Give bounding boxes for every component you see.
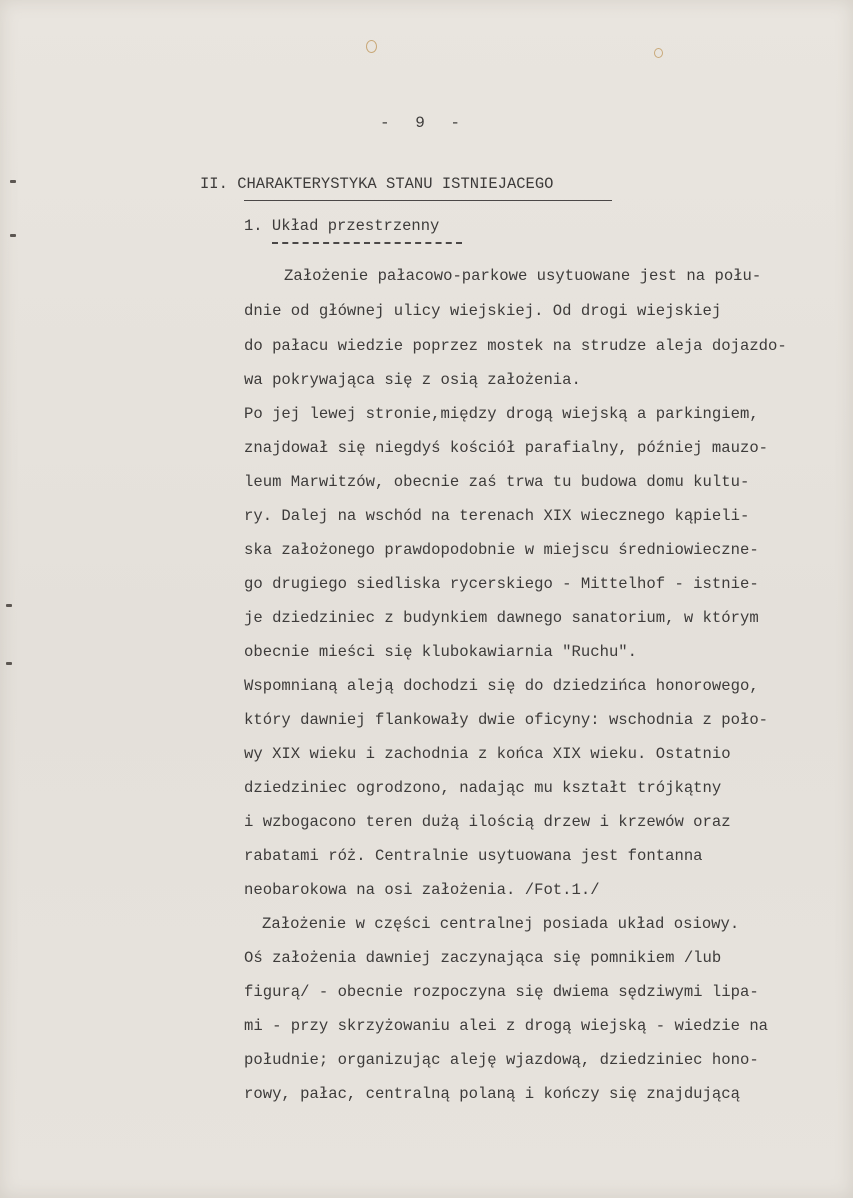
margin-mark [10, 180, 16, 183]
punch-hole-left [366, 40, 377, 53]
text-line: ska założonego prawdopodobnie w miejscu średniowieczne- [244, 541, 759, 559]
text-line: wy XIX wieku i zachodnia z końca XIX wieku. Ostatnio [244, 745, 731, 763]
text-line: dziedziniec ogrodzono, nadając mu kształt trójkątny [244, 779, 722, 797]
text-line: rowy, pałac, centralną polaną i kończy się znajdującą [244, 1085, 740, 1103]
text-line: i wzbogacono teren dużą ilością drzew i krzewów oraz [244, 813, 731, 831]
text-line: go drugiego siedliska rycerskiego - Mittelhof - istnie- [244, 575, 759, 593]
text-line: figurą/ - obecnie rozpoczyna się dwiema sędziwymi lipa- [244, 983, 759, 1001]
heading-underline [244, 200, 612, 201]
text-line: Założenie pałacowo-parkowe usytuowane jest na połu- [284, 267, 762, 285]
text-line: Po jej lewej stronie,między drogą wiejską a parkingiem, [244, 405, 759, 423]
text-line: Założenie w części centralnej posiada układ osiowy. [262, 915, 740, 933]
section-heading: II. CHARAKTERYSTYKA STANU ISTNIEJACEGO [200, 175, 554, 193]
text-line: do pałacu wiedzie poprzez mostek na strudze aleja dojazdo- [244, 337, 787, 355]
page-number: - 9 - [380, 114, 469, 132]
text-line: neobarokowa na osi założenia. /Fot.1./ [244, 881, 600, 899]
text-line: rabatami róż. Centralnie usytuowana jest fontanna [244, 847, 703, 865]
text-line: Oś założenia dawniej zaczynająca się pomnikiem /lub [244, 949, 722, 967]
text-line: ry. Dalej na wschód na terenach XIX wiecznego kąpieli- [244, 507, 750, 525]
subsection-heading: 1. Układ przestrzenny [244, 217, 440, 235]
text-line: leum Marwitzów, obecnie zaś trwa tu budowa domu kultu- [244, 473, 750, 491]
text-line: Wspomnianą aleją dochodzi się do dziedzińca honorowego, [244, 677, 759, 695]
text-line: je dziedziniec z budynkiem dawnego sanatorium, w którym [244, 609, 759, 627]
text-line: wa pokrywająca się z osią założenia. [244, 371, 581, 389]
text-line: mi - przy skrzyżowaniu alei z drogą wiejską - wiedzie na [244, 1017, 769, 1035]
subheading-underline [272, 242, 462, 244]
text-line: znajdował się niegdyś kościół parafialny, później mauzo- [244, 439, 769, 457]
text-line: południe; organizując aleję wjazdową, dziedziniec hono- [244, 1051, 759, 1069]
margin-mark [6, 662, 12, 665]
punch-hole-right [654, 48, 663, 58]
margin-mark [10, 234, 16, 237]
text-line: obecnie mieści się klubokawiarnia "Ruchu". [244, 643, 638, 661]
text-line: dnie od głównej ulicy wiejskiej. Od drogi wiejskiej [244, 302, 722, 320]
margin-mark [6, 604, 12, 607]
text-line: który dawniej flankowały dwie oficyny: wschodnia z poło- [244, 711, 769, 729]
